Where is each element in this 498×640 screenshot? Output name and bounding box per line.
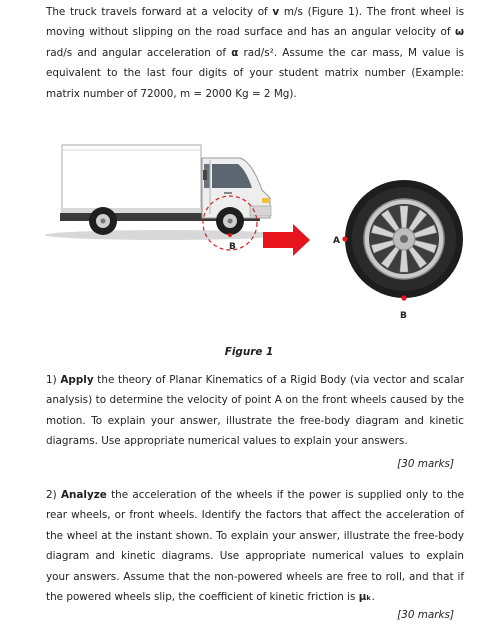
question-2 xyxy=(46,485,464,607)
q2-number: 2) xyxy=(46,489,61,501)
cargo-box xyxy=(62,145,201,213)
wheel-closeup-icon xyxy=(345,180,463,298)
intro-text-4: rad/s². Assume the car mass, M value is equivalent to the last four digits of your student matrix number (Example: matrix number of 72000, m = 2000 Kg = 2 Mg). xyxy=(46,46,464,100)
intro-text-3: rad/s and angular acceleration of xyxy=(46,46,232,59)
q1-text: the theory of Planar Kinematics of a Rigid Body (via vector and scalar analysis) to determine the velocity of point A on the front wheels caused by the motion. To explain your answer, illustrate the free-body diagram and kinetic diagrams. Use appropriate numerical values to explain your answers. xyxy=(46,374,464,448)
wheel-point-a xyxy=(342,236,347,241)
wheel-point-b xyxy=(401,295,406,300)
truck-icon xyxy=(60,145,271,235)
question-1 xyxy=(46,370,464,452)
intro-text-1: The truck travels forward at a velocity of xyxy=(46,6,273,18)
q2-marks: [30 marks] xyxy=(397,609,454,621)
velocity-symbol: v xyxy=(272,6,280,18)
truck-label-b: B xyxy=(229,242,236,252)
q2-verb: Analyze xyxy=(60,489,107,501)
wheel-label-a: A xyxy=(333,236,340,246)
q1-marks: [30 marks] xyxy=(397,458,454,470)
q1-verb: Apply xyxy=(60,374,94,386)
front-wheel-icon xyxy=(216,207,244,235)
q2-end: . xyxy=(371,591,375,604)
wheel-label-b: B xyxy=(400,311,407,321)
intro-text-2: m/s (Figure 1). The front wheel is moving without slipping on the road surface and has an angular velocity of xyxy=(46,6,464,39)
truck-point-b xyxy=(228,233,232,237)
q2-text: the acceleration of the wheels if the power is supplied only to the rear wheels, or front wheels. Identify the factors that affect the acceleration of the wheel at the instant shown. To explain your answer, illustrate the free-body diagram and kinetic diagrams. Use appropriate numerical values to explain your answers. Assume that the non-powered wheels are free to roll, and that if the powered wheels slip, the coefficient of kinetic friction is xyxy=(46,489,464,604)
rear-wheel-icon xyxy=(89,207,117,235)
ground-shadow xyxy=(45,230,285,240)
direction-arrow xyxy=(263,224,310,256)
mu-symbol: μₖ xyxy=(358,591,372,604)
alpha-symbol: α xyxy=(231,46,239,59)
figure-caption: Figure 1 xyxy=(224,346,274,358)
q1-number: 1) xyxy=(46,374,61,386)
omega-symbol: ω xyxy=(454,26,464,39)
